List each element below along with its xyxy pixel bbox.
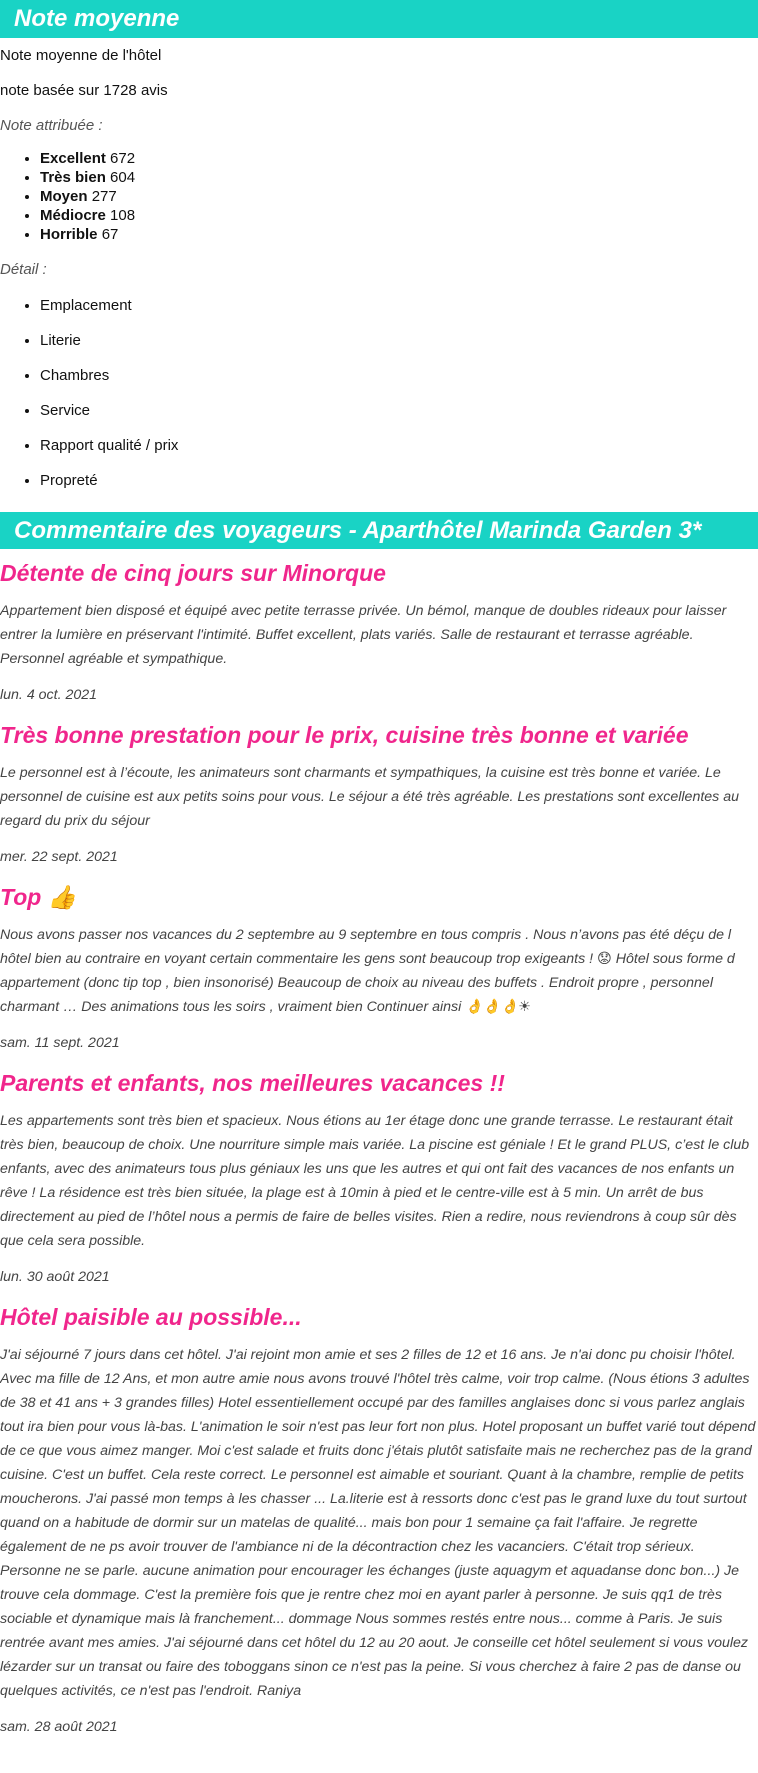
detail-item-rapport-qualite-prix: • Rapport qualité / prix (40, 436, 758, 471)
rating-count: 108 (110, 207, 136, 224)
detail-item-proprete: • Propreté (40, 471, 758, 506)
section-heading-note-moyenne: Note moyenne (0, 0, 758, 38)
based-on-count: note basée sur 1728 avis (0, 82, 168, 99)
detail-item-emplacement: • Emplacement (40, 296, 758, 331)
review-body: Les appartements sont très bien et spacieux. Nous étions au 1er étage donc une grande terrasse. Le restaurant était très bien, beaucoup de choix. Une nourriture simple mais variée. La piscine est géniale ! Et le grand PLUS, c’est le club enfants, avec des animateurs tous plus géniaux les uns que les autres et qui ont fait des vacances de nos enfants un rêve ! La résidence est très bien située, la plage est à 10min à pied et le centre-ville est à 5 min. Un arrêt de bus directement au pied de l’hôtel nous a permis de faire de belles visites. Rien a redire, nous reviendrons à coup sûr dès que cela sera possible. (0, 1113, 750, 1249)
rating-label: Note attribuée : (0, 117, 103, 134)
detail-label: Détail : (0, 261, 47, 278)
rating-item-horrible (40, 225, 758, 244)
review-date: sam. 11 sept. 2021 (0, 1035, 120, 1051)
rating-count: 67 (101, 226, 119, 243)
rating-label: Horrible (40, 226, 98, 243)
rating-item-moyen (40, 187, 758, 206)
review-body: Le personnel est à l’écoute, les animateurs sont charmants et sympathiques, la cuisine est très bonne et variée. Le personnel de cuisine est aux petits soins pour vous. Le séjour a été très agréable. Les prestations sont excellentes au regard du prix du séjour (0, 765, 739, 829)
detail-item-service: • Service (40, 401, 758, 436)
rating-label: Moyen (40, 188, 88, 205)
rating-label: Très bien (40, 169, 106, 186)
review-body: J'ai séjourné 7 jours dans cet hôtel. J'ai rejoint mon amie et ses 2 filles de 12 et 16 ans. Je n'ai donc pu choisir l'hôtel. Avec ma fille de 12 Ans, et mon autre amie nous avons trouvé l'hôtel très calme, voir trop calme. (Nous étions 3 adultes de 38 et 41 ans + 3 grandes filles) Hotel essentiellement occupé par des familles anglaises donc si vous parlez anglais tout ira bien pour vous là-bas. L'animation le soir n'est pas leur fort non plus. Hotel proposant un buffet varié tout dépend de ce que vous aimez manger. Moi c'est salade et fruits donc j'étais plutôt satisfaite mais ne recherchez pas de la grand cuisine. C'est un buffet. Cela reste correct. Le personnel est aimable et souriant. Quant à la chambre, remplie de petits moucherons. J'ai passé mon temps à les chasser ... La.literie est à ressorts donc c'est pas le grand luxe du tout surtout quand on a habitude de dormir sur un matelas de qualité... mais bon pour 1 semaine ça fait l'affaire. Je regrette également de ne ps avoir trouver de l'ambiance ni de la décontraction chez les vacanciers. C'était trop sérieux. Personne ne se parle. aucune animation pour encourager les échanges (juste aquagym et aquadanse donc bon...) Je trouve cela dommage. C'est la première fois que je rentre chez moi en ayant parler à personne. Je suis qq1 de très sociable et dynamique mais là franchement... dommage Nous sommes restés entre nous... comme à Paris. Je suis rentrée avant mes amies. J'ai séjourné dans cet hôtel du 12 au 20 aout. Je conseille cet hôtel seulement si vous voulez lézarder sur un transat ou faire des toboggans sinon ce n'est pas la peine. Si vous cherchez à faire 2 pas de danse ou quelques activités, ce n'est pas l'endroit. Raniya (0, 1347, 756, 1699)
detail-item-literie: • Literie (40, 331, 758, 366)
review-body: Appartement bien disposé et équipé avec petite terrasse privée. Un bémol, manque de doubles rideaux pour laisser entrer la lumière en préservant l'intimité. Buffet excellent, plats variés. Salle de restaurant et terrasse agréable. Personnel agréable et sympathique. (0, 603, 727, 667)
review-date: lun. 30 août 2021 (0, 1269, 110, 1285)
detail-item-chambres: • Chambres (40, 366, 758, 401)
review-title: Top 👍 (0, 884, 77, 910)
detail-list (0, 296, 758, 506)
rating-label: Médiocre (40, 207, 106, 224)
review-title: Détente de cinq jours sur Minorque (0, 560, 386, 586)
review-title: Parents et enfants, nos meilleures vacances !! (0, 1070, 505, 1096)
rating-item-tres-bien (40, 168, 758, 187)
rating-count: 277 (91, 188, 117, 205)
rating-item-mediocre (40, 206, 758, 225)
review-date: mer. 22 sept. 2021 (0, 849, 118, 865)
rating-count: 604 (110, 169, 136, 186)
ratings-list (0, 149, 758, 244)
section-heading-commentaires: Commentaire des voyageurs - Aparthôtel Marinda Garden 3* (0, 512, 758, 549)
review-body: Nous avons passer nos vacances du 2 septembre au 9 septembre en tous compris . Nous n’avons pas été déçu de l hôtel bien au contraire en voyant certain commentaire les gens sont beaucoup trop exigeants ! 😟 Hôtel sous forme d appartement (donc tip top , bien insonorisé) Beaucoup de choix au niveau des buffets . Endroit propre , personnel charmant … Des animations tous les soirs , vraiment bien Continuer ainsi 👌👌👌☀ (0, 927, 735, 1015)
rating-label: Excellent (40, 150, 106, 167)
review-title: Hôtel paisible au possible... (0, 1304, 302, 1330)
hotel-average-label: Note moyenne de l'hôtel (0, 47, 162, 64)
review-title: Très bonne prestation pour le prix, cuisine très bonne et variée (0, 722, 689, 748)
review-date: sam. 28 août 2021 (0, 1719, 118, 1735)
rating-count: 672 (110, 150, 136, 167)
rating-item-excellent (40, 149, 758, 168)
review-date: lun. 4 oct. 2021 (0, 687, 98, 703)
